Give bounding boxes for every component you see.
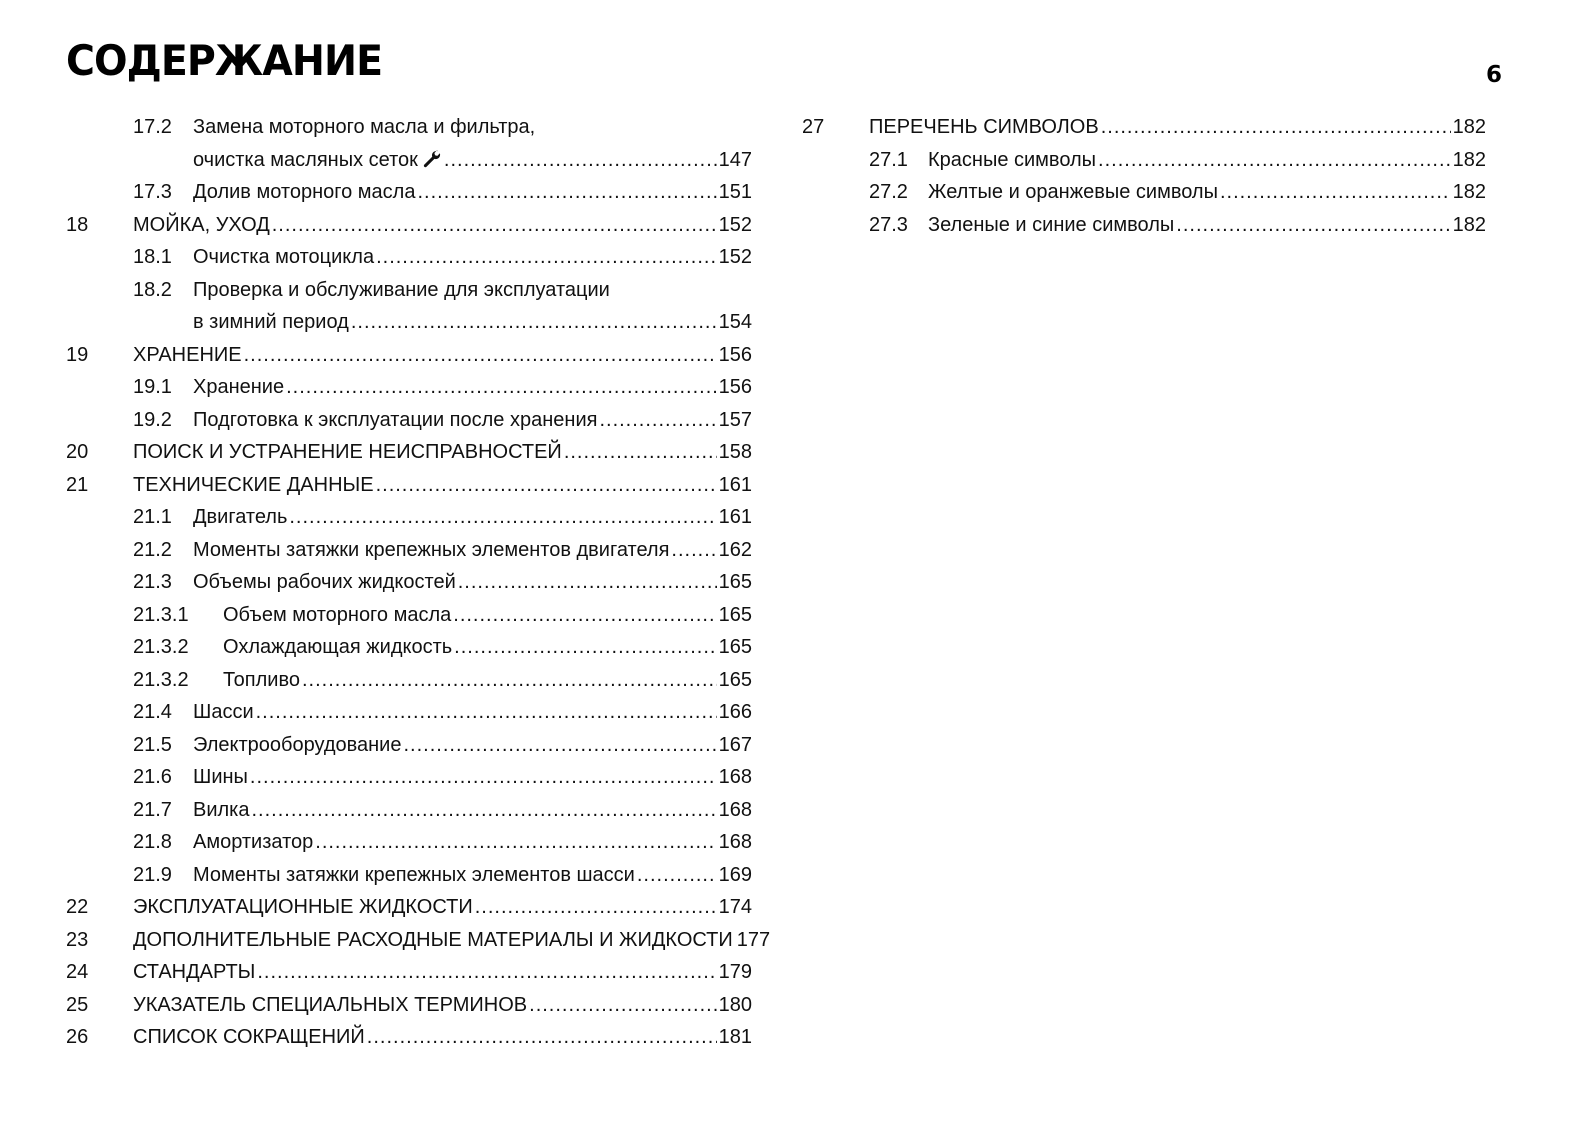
toc-entry-title: Вилка <box>193 798 250 821</box>
toc-entry-page: 162 <box>718 538 752 561</box>
toc-entry-number: 21.4 <box>133 701 172 723</box>
toc-entry-title: ХРАНЕНИЕ <box>133 343 242 366</box>
toc-entry[interactable] <box>66 599 752 632</box>
toc-entry-page: 165 <box>718 636 752 658</box>
toc-entry-page: 151 <box>718 181 752 203</box>
toc-entry[interactable] <box>66 664 752 697</box>
toc-entry[interactable] <box>66 761 752 794</box>
toc-entry-page: 156 <box>718 376 752 398</box>
toc-entry-page: 161 <box>718 473 752 496</box>
dot-leader <box>286 371 717 404</box>
toc-entry[interactable] <box>66 891 752 924</box>
toc-entry[interactable] <box>802 111 1486 144</box>
toc-entry-number: 21 <box>66 473 89 496</box>
toc-right-column <box>802 111 1486 241</box>
dot-leader <box>599 404 716 437</box>
toc-entry-number: 18.1 <box>133 246 172 268</box>
toc-entry[interactable] <box>66 176 752 209</box>
toc-entry-page: 165 <box>718 603 752 626</box>
toc-entry-page: 182 <box>1452 148 1486 171</box>
dot-leader <box>1220 176 1451 209</box>
toc-entry-title: Электрооборудование <box>193 733 402 756</box>
toc-entry-page: 157 <box>718 408 752 431</box>
dot-leader <box>671 534 716 567</box>
toc-entry-title: Амортизатор <box>193 831 314 853</box>
dot-leader <box>403 729 716 762</box>
toc-entry-number: 18.2 <box>133 278 172 301</box>
dot-leader <box>252 794 717 827</box>
toc-entry-number: 26 <box>66 1026 89 1048</box>
toc-entry-page: 182 <box>1452 181 1486 203</box>
dot-leader <box>250 761 717 794</box>
dot-leader <box>244 339 717 372</box>
toc-entry[interactable] <box>66 989 752 1022</box>
dot-leader <box>529 989 716 1022</box>
dot-leader <box>256 696 717 729</box>
toc-entry-page: 182 <box>1452 213 1486 236</box>
toc-entry-page: 152 <box>718 213 752 236</box>
toc-entry-number: 21.3.2 <box>133 668 189 691</box>
toc-entry-title: Шины <box>193 766 248 788</box>
toc-entry-number: 21.5 <box>133 733 172 756</box>
dot-leader <box>1176 209 1450 242</box>
toc-entry-number: 21.2 <box>133 538 172 561</box>
toc-entry-page: 168 <box>718 766 752 788</box>
toc-entry-number: 23 <box>66 928 89 951</box>
toc-entry[interactable] <box>66 631 752 664</box>
toc-entry[interactable] <box>66 794 752 827</box>
toc-entry-number: 21.1 <box>133 506 172 528</box>
toc-entry-page: 167 <box>718 733 752 756</box>
toc-entry-title: Зеленые и синие символы <box>928 213 1175 236</box>
dot-leader <box>289 501 716 534</box>
toc-entry[interactable] <box>66 924 771 957</box>
dot-leader <box>454 631 716 664</box>
toc-entry-page: 180 <box>718 993 752 1016</box>
toc-entry-number: 20 <box>66 441 89 463</box>
dot-leader <box>564 436 717 469</box>
toc-entry-number: 17.3 <box>133 181 172 203</box>
toc-entry-page: 165 <box>718 668 752 691</box>
dot-leader <box>458 566 717 599</box>
toc-entry[interactable] <box>802 176 1486 209</box>
toc-entry[interactable] <box>66 534 752 567</box>
toc-entry[interactable] <box>66 566 752 599</box>
toc-entry[interactable] <box>802 209 1486 242</box>
toc-entry-title: МОЙКА, УХОД <box>133 213 270 236</box>
toc-entry-title: Подготовка к эксплуатации после хранения <box>193 408 598 431</box>
toc-entry[interactable] <box>66 241 752 274</box>
dot-leader <box>302 664 717 697</box>
toc-entry-title: Объем моторного масла <box>223 603 452 626</box>
toc-entry-title: Двигатель <box>193 506 288 528</box>
toc-entry[interactable] <box>66 436 752 469</box>
toc-entry[interactable] <box>66 209 752 242</box>
toc-entry[interactable] <box>66 371 752 404</box>
toc-entry-title: Топливо <box>223 668 300 691</box>
toc-entry-page: 182 <box>1452 116 1486 138</box>
toc-entry-page: 154 <box>718 311 752 333</box>
toc-entry-number: 17.2 <box>133 116 172 138</box>
toc-entry-title: Желтые и оранжевые символы <box>928 181 1218 203</box>
toc-entry-number: 22 <box>66 896 89 918</box>
page-title: СОДЕРЖАНИЕ <box>66 36 383 85</box>
dot-leader <box>351 306 717 339</box>
toc-entry-number: 21.3 <box>133 571 172 593</box>
page-number: 6 <box>1486 62 1503 88</box>
toc-entry[interactable] <box>66 729 752 762</box>
wrench-icon <box>422 146 442 164</box>
dot-leader <box>1098 144 1451 177</box>
toc-entry-number: 24 <box>66 961 89 983</box>
dot-leader <box>475 891 717 924</box>
toc-entry-number: 19 <box>66 343 89 366</box>
toc-entry-number: 21.9 <box>133 863 172 886</box>
toc-entry-title: Моменты затяжки крепежных элементов шасси <box>193 863 635 886</box>
toc-entry-number: 19.1 <box>133 376 172 398</box>
toc-entry-page: 169 <box>718 863 752 886</box>
toc-entry-page: 156 <box>718 343 752 366</box>
toc-entry[interactable] <box>66 339 752 372</box>
dot-leader <box>637 859 717 892</box>
toc-entry-title: Шасси <box>193 701 254 723</box>
toc-entry-page: 177 <box>736 928 771 951</box>
toc-entry-title: Моменты затяжки крепежных элементов двигателя <box>193 538 670 561</box>
toc-entry-title: ПОИСК И УСТРАНЕНИЕ НЕИСПРАВНОСТЕЙ <box>133 441 562 463</box>
toc-entry-page: 158 <box>718 441 752 463</box>
toc-entry-title: в зимний период <box>193 311 349 333</box>
toc-entry[interactable] <box>802 144 1486 177</box>
toc-entry-title: Замена моторного масла и фильтра, <box>193 116 536 138</box>
toc-entry[interactable] <box>66 111 752 176</box>
dot-leader <box>272 209 717 242</box>
toc-entry[interactable] <box>66 404 752 437</box>
toc-entry-title: Долив моторного масла <box>193 181 416 203</box>
toc-entry[interactable] <box>66 696 752 729</box>
toc-entry-page: 168 <box>718 798 752 821</box>
toc-entry-title: очистка масляных сеток <box>193 148 418 171</box>
toc-left-column <box>66 111 771 1054</box>
toc-entry-page: 168 <box>718 831 752 853</box>
dot-leader <box>444 144 717 177</box>
toc-entry[interactable] <box>66 1021 752 1054</box>
toc-entry-title: Хранение <box>193 376 285 398</box>
dot-leader <box>417 176 716 209</box>
toc-entry-number: 21.3.1 <box>133 603 189 626</box>
toc-entry-number: 19.2 <box>133 408 172 431</box>
toc-entry-number: 21.6 <box>133 766 172 788</box>
toc-entry-page: 174 <box>718 896 752 918</box>
toc-entry-number: 21.7 <box>133 798 172 821</box>
toc-entry-title: Очистка мотоцикла <box>193 246 375 268</box>
toc-entry-title: УКАЗАТЕЛЬ СПЕЦИАЛЬНЫХ ТЕРМИНОВ <box>133 993 528 1016</box>
dot-leader <box>376 241 717 274</box>
toc-entry-number: 27.2 <box>869 181 908 203</box>
toc-entry-title: СПИСОК СОКРАЩЕНИЙ <box>133 1026 365 1048</box>
toc-entry-number: 27.1 <box>869 148 908 171</box>
toc-entry-title: Охлаждающая жидкость <box>223 636 453 658</box>
dot-leader <box>367 1021 717 1054</box>
toc-entry-page: 166 <box>718 701 752 723</box>
toc-entry-number: 27.3 <box>869 213 908 236</box>
toc-entry-page: 152 <box>718 246 752 268</box>
toc-entry[interactable] <box>66 274 752 339</box>
dot-leader <box>1101 111 1451 144</box>
toc-entry-number: 21.3.2 <box>133 636 189 658</box>
toc-entry-page: 147 <box>718 148 752 171</box>
toc-entry-title: Проверка и обслуживание для эксплуатации <box>193 278 610 301</box>
toc-entry-title: Объемы рабочих жидкостей <box>193 571 456 593</box>
toc-entry-title: ПЕРЕЧЕНЬ СИМВОЛОВ <box>869 116 1099 138</box>
dot-leader <box>376 469 717 502</box>
dot-leader <box>315 826 716 859</box>
toc-entry-title: ТЕХНИЧЕСКИЕ ДАННЫЕ <box>133 473 374 496</box>
toc-entry[interactable] <box>66 826 752 859</box>
toc-entry-page: 181 <box>718 1026 752 1048</box>
toc-entry-number: 25 <box>66 993 89 1016</box>
dot-leader <box>257 956 716 989</box>
toc-entry-title: ЭКСПЛУАТАЦИОННЫЕ ЖИДКОСТИ <box>133 896 473 918</box>
toc-entry-page: 165 <box>718 571 752 593</box>
toc-entry[interactable] <box>66 859 752 892</box>
toc-entry-page: 179 <box>718 961 752 983</box>
toc-entry-title: СТАНДАРТЫ <box>133 961 256 983</box>
dot-leader <box>453 599 716 632</box>
toc-entry-number: 18 <box>66 213 89 236</box>
toc-entry[interactable] <box>66 501 752 534</box>
toc-entry[interactable] <box>66 956 752 989</box>
toc-entry-title: Красные символы <box>928 148 1097 171</box>
toc-entry-number: 21.8 <box>133 831 172 853</box>
toc-entry-number: 27 <box>802 116 825 138</box>
toc-entry-page: 161 <box>718 506 752 528</box>
toc-entry[interactable] <box>66 469 752 502</box>
toc-entry-title: ДОПОЛНИТЕЛЬНЫЕ РАСХОДНЫЕ МАТЕРИАЛЫ И ЖИДКОСТИ <box>133 928 733 951</box>
